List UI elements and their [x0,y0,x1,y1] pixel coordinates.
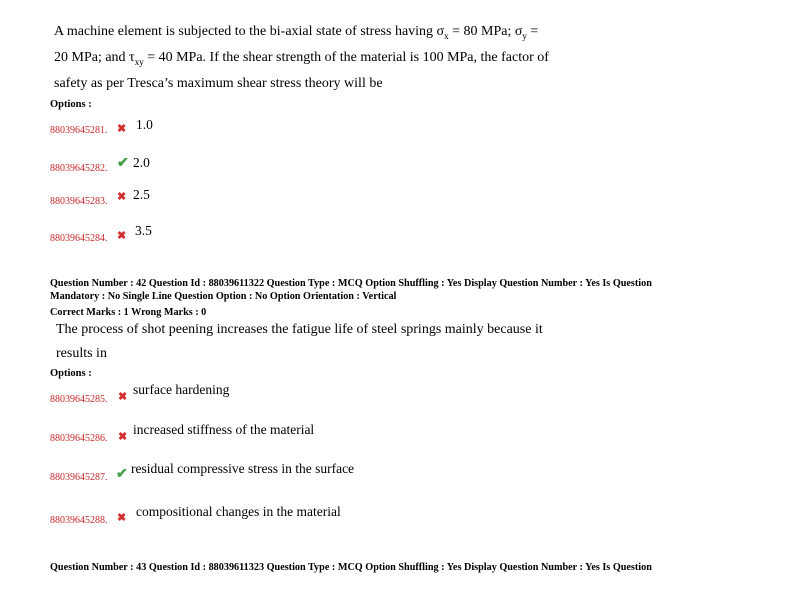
option-id: 88039645282. [50,163,108,174]
q43-meta-line-1: Question Number : 43 Question Id : 88039611323 Question Type : MCQ Option Shuffling : Yes Display Question Number : Yes Is Question [50,562,652,573]
option-id: 88039645286. [50,433,108,444]
option-id: 88039645283. [50,196,108,207]
q41-sub-xy: xy [134,56,144,67]
option-text: residual compressive stress in the surface [131,461,355,476]
option-id: 88039645285. [50,394,108,405]
cross-icon: ✖ [117,191,127,203]
q41-sub-y: y [522,30,527,41]
q41-line2-part-a: 20 MPa; and τ [54,50,135,65]
question-41-text-line-1 [54,24,538,41]
q42-meta-line-1: Question Number : 42 Question Id : 88039611322 Question Type : MCQ Option Shuffling : Yes Display Question Number : Yes Is Question [50,278,652,289]
q42-options-label: Options : [50,368,92,379]
question-42-text-line-1: The process of shot peening increases the fatigue life of steel springs mainly because it [56,322,543,337]
option-id: 88039645284. [50,233,108,244]
option-text: increased stiffness of the material [133,422,315,437]
option-text: 2.0 [133,155,150,170]
option-id: 88039645288. [50,515,108,526]
check-icon: ✔ [116,467,128,482]
option-text: 1.0 [136,117,153,132]
question-41-text-line-2 [54,50,549,67]
q41-line2-part-b: = 40 MPa. If the shear strength of the material is 100 MPa, the factor of [143,50,549,65]
q41-sub-x: x [444,30,449,41]
q42-meta-line-3: Correct Marks : 1 Wrong Marks : 0 [50,307,207,318]
q41-options-label: Options : [50,99,92,110]
check-icon: ✔ [117,156,129,171]
q41-line1-part-c: = [526,24,539,39]
option-text: 2.5 [133,187,150,202]
question-42-text-line-2: results in [56,346,107,361]
option-text: surface hardening [133,382,230,397]
cross-icon: ✖ [117,512,127,524]
option-text: compositional changes in the material [136,504,341,519]
option-text: 3.5 [135,223,152,238]
option-id: 88039645281. [50,125,108,136]
q41-line1-part-b: = 80 MPa; σ [448,24,523,39]
cross-icon: ✖ [118,431,128,443]
cross-icon: ✖ [118,391,128,403]
cross-icon: ✖ [117,230,127,242]
cross-icon: ✖ [117,123,127,135]
q41-line1-part-a: A machine element is subjected to the bi-axial state of stress having σ [54,24,445,39]
question-41-text-line-3: safety as per Tresca’s maximum shear stress theory will be [54,76,383,91]
option-id: 88039645287. [50,472,108,483]
q42-meta-line-2: Mandatory : No Single Line Question Option : No Option Orientation : Vertical [50,291,397,302]
